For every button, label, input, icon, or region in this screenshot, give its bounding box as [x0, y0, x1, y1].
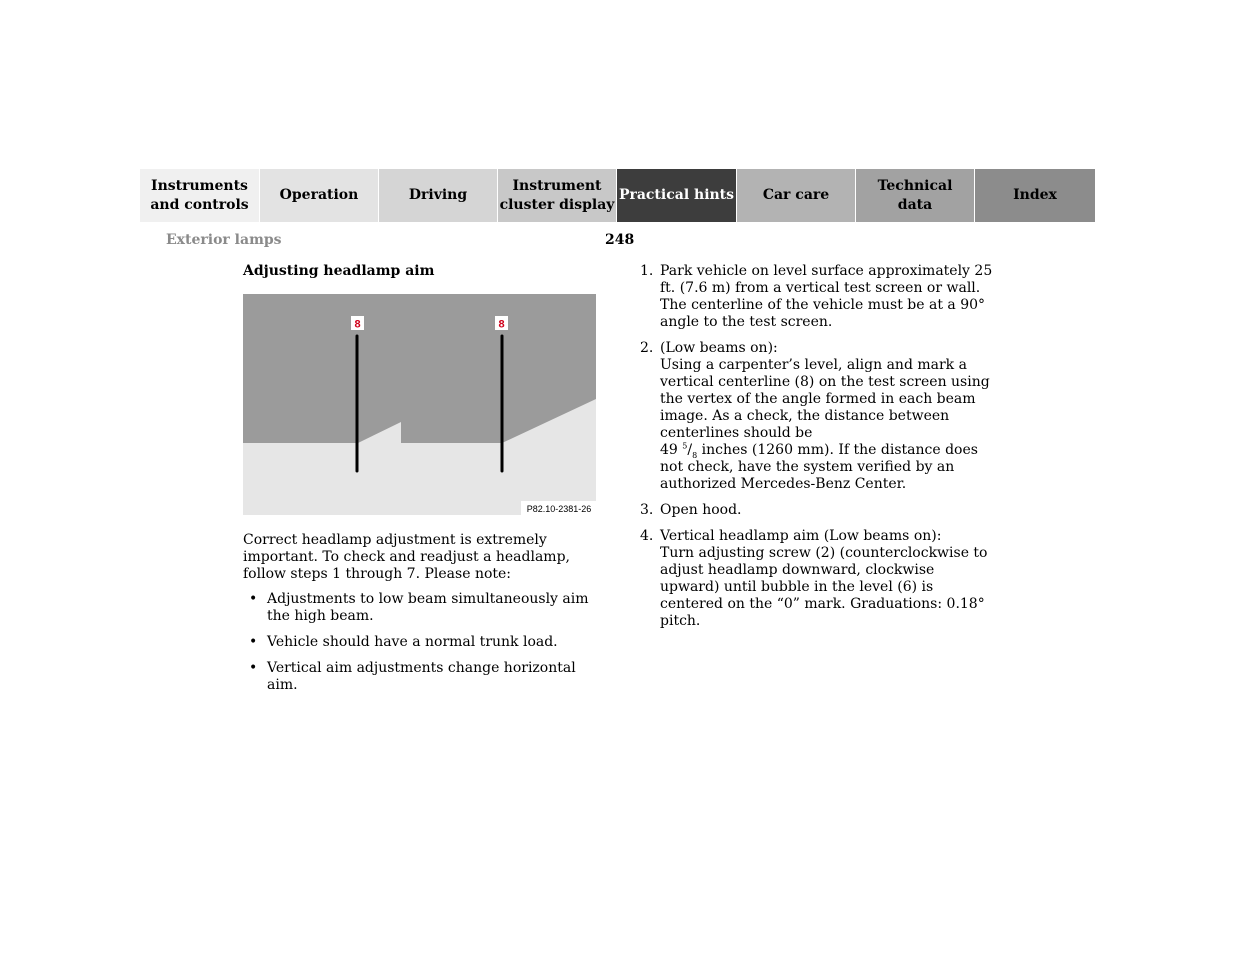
step-text: Park vehicle on level surface approximately 25 ft. (7.6 m) from a vertical test screen or wall. The centerline of the vehicle must be at a 90° angle to the test screen.	[660, 263, 993, 330]
figure-code: P82.10-2381-26	[526, 504, 592, 514]
fraction-numerator: 5	[682, 441, 688, 451]
step-text: Turn adjusting screw (2) (counterclockwise to adjust headlamp downward, clockwise upward) until bubble in the level (6) is centered on the “0” mark. Graduations: 0.18° pitch.	[660, 545, 988, 629]
step-number: 2.	[640, 340, 654, 356]
nav-tab-2[interactable]: Operation	[260, 169, 379, 222]
section-heading: Adjusting headlamp aim	[243, 263, 435, 279]
bullet-icon: •	[249, 634, 258, 650]
fraction-whole: 49	[660, 442, 683, 458]
nav-tab-8[interactable]: Index	[975, 169, 1095, 222]
list-item	[243, 634, 593, 651]
bullet-icon: •	[249, 660, 258, 676]
nav-tab-7[interactable]: Technical data	[856, 169, 975, 222]
step-text: Open hood.	[660, 502, 742, 518]
step-3	[640, 502, 995, 519]
fraction-denominator: 8	[692, 450, 698, 460]
step-1	[640, 263, 995, 331]
intro-block	[243, 532, 593, 703]
chapter-nav	[140, 169, 1095, 222]
nav-tab-3[interactable]: Driving	[379, 169, 498, 222]
section-title: Exterior lamps	[166, 232, 282, 248]
left-callout-label: 8	[354, 318, 361, 331]
step-title: Vertical headlamp aim (Low beams on):	[660, 528, 942, 544]
fraction-slash: /	[687, 442, 693, 458]
list-item	[243, 660, 593, 694]
step-text: Using a carpenter’s level, align and mark a vertical centerline (8) on the test screen using the vertex of the angle formed in each beam image. As a check, the distance between centerlines should be	[660, 357, 990, 441]
step-number: 4.	[640, 528, 654, 544]
list-item	[243, 591, 593, 625]
headlamp-aim-figure	[243, 294, 596, 515]
step-4	[640, 528, 995, 630]
procedure-steps	[640, 263, 995, 639]
step-text-tail: inches (1260 mm). If the distance does not check, have the system verified by an authorized Mercedes-Benz Center.	[660, 442, 978, 492]
step-2	[640, 340, 995, 493]
note-text: Vertical aim adjustments change horizontal aim.	[267, 660, 576, 693]
note-text: Vehicle should have a normal trunk load.	[267, 634, 558, 650]
step-title: (Low beams on):	[660, 340, 778, 356]
step-text-continued	[660, 442, 995, 493]
intro-text: Correct headlamp adjustment is extremely important. To check and readjust a headlamp, follow steps 1 through 7. Please note:	[243, 532, 570, 582]
nav-tab-4[interactable]: Instrument cluster display	[498, 169, 617, 222]
step-number: 3.	[640, 502, 654, 518]
beam-pattern-shadow	[243, 294, 596, 443]
page-number: 248	[605, 232, 635, 248]
bullet-icon: •	[249, 591, 258, 607]
nav-tab-5[interactable]: Practical hints	[617, 169, 737, 222]
nav-tab-6[interactable]: Car care	[737, 169, 856, 222]
note-text: Adjustments to low beam simultaneously aim the high beam.	[267, 591, 589, 624]
notes-list	[243, 591, 593, 694]
right-callout-label: 8	[498, 318, 505, 331]
step-number: 1.	[640, 263, 654, 279]
nav-tab-1[interactable]: Instruments and controls	[140, 169, 260, 222]
headlamp-beam-diagram	[243, 294, 596, 515]
